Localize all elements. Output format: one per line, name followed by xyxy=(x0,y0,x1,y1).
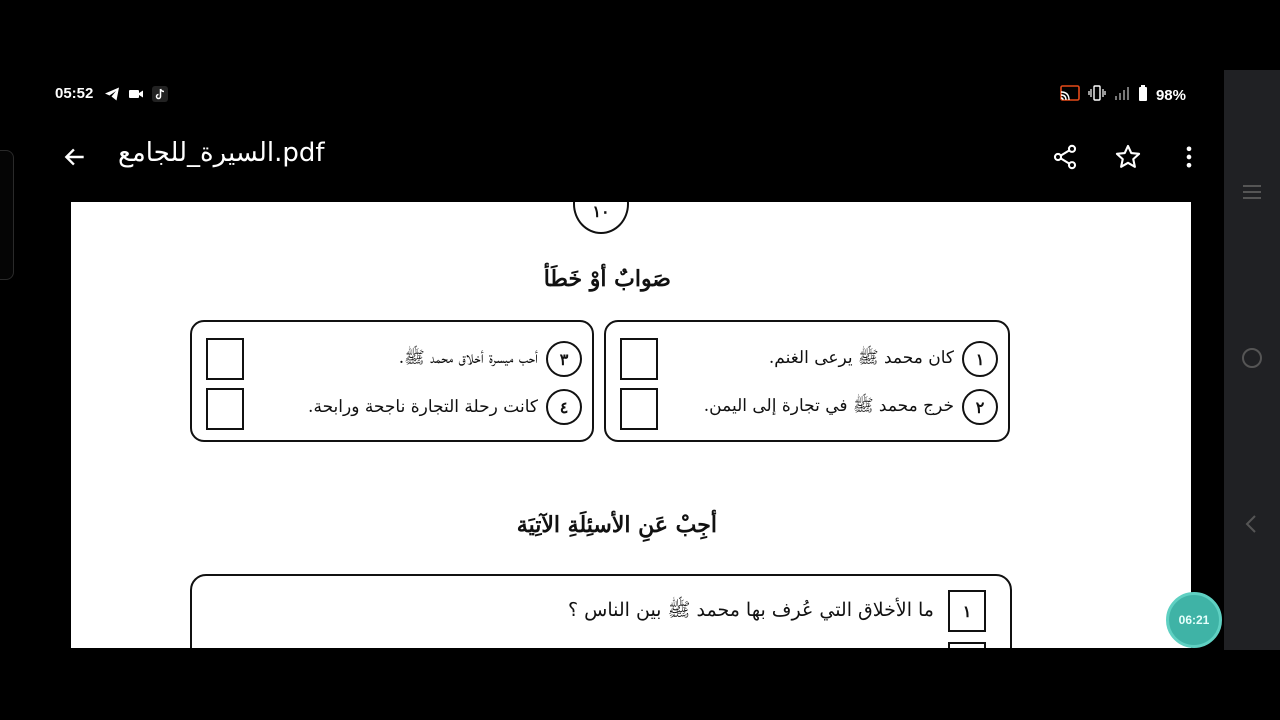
statement-item xyxy=(704,388,998,426)
answer-checkbox[interactable] xyxy=(206,388,244,430)
statement-item xyxy=(399,340,582,378)
statement-item xyxy=(769,340,998,378)
share-icon xyxy=(1051,143,1079,175)
app-toolbar xyxy=(0,130,1224,188)
item-number: ٤ xyxy=(546,389,582,425)
statement-text: كان محمد ﷺ يرعى الغنم. xyxy=(768,347,954,368)
recents-icon xyxy=(1240,180,1264,208)
answer-checkbox[interactable] xyxy=(206,338,244,380)
arrow-back-icon xyxy=(62,144,88,174)
home-icon xyxy=(1240,346,1264,374)
recents-button[interactable] xyxy=(1238,180,1266,208)
status-time: 05:52 xyxy=(55,85,94,102)
battery-level: 98% xyxy=(1155,86,1186,104)
tiktok-icon xyxy=(152,86,168,106)
notification-icons xyxy=(104,86,168,106)
cast-icon xyxy=(1060,85,1080,105)
true-false-box-right xyxy=(604,320,1010,442)
answer-checkbox[interactable] xyxy=(620,338,658,380)
signal-icon xyxy=(1114,85,1130,105)
question-number: ١ xyxy=(948,590,986,632)
more-vert-icon xyxy=(1175,143,1203,175)
statement-text: خرج محمد ﷺ في تجارة إلى اليمن. xyxy=(703,395,954,416)
star-icon xyxy=(1114,143,1142,175)
pdf-page[interactable] xyxy=(71,202,1191,648)
chevron-left-icon xyxy=(1240,512,1264,540)
telegram-icon xyxy=(104,86,120,106)
page-number: ١٠ xyxy=(592,202,610,221)
nav-back-button[interactable] xyxy=(1238,512,1266,540)
section-true-false-title: صَوابٌ أوْ خَطَأ xyxy=(543,266,671,292)
favorite-button[interactable] xyxy=(1111,142,1145,176)
document-title: السيرة_للجامع.pdf xyxy=(118,138,325,168)
vibrate-icon xyxy=(1088,85,1106,105)
more-options-button[interactable] xyxy=(1172,142,1206,176)
share-button[interactable] xyxy=(1048,142,1082,176)
item-number: ٣ xyxy=(546,341,582,377)
video-camera-icon xyxy=(128,86,144,106)
item-number: ٢ xyxy=(962,389,998,425)
true-false-box-left xyxy=(190,320,594,442)
statement-text: أحب ميسرة أخلاق محمد ﷺ. xyxy=(398,347,538,368)
system-nav-bar xyxy=(1224,70,1280,650)
edge-panel-handle[interactable] xyxy=(0,150,14,280)
page-number-circle xyxy=(573,202,629,234)
statement-item xyxy=(308,388,582,426)
back-button[interactable] xyxy=(58,142,92,176)
section-questions-title: أجِبْ عَنِ الأسئِلَةِ الآتِيَة xyxy=(516,512,717,538)
question-number-box xyxy=(948,642,986,648)
questions-box xyxy=(190,574,1012,648)
status-bar xyxy=(0,78,1224,110)
floating-timer[interactable]: 06:21 xyxy=(1166,592,1222,648)
system-status xyxy=(1060,85,1186,105)
statement-text: كانت رحلة التجارة ناجحة ورابحة. xyxy=(308,397,538,417)
battery-icon xyxy=(1138,85,1148,105)
home-button[interactable] xyxy=(1238,346,1266,374)
item-number: ١ xyxy=(962,341,998,377)
question-text: ما الأخلاق التي عُرف بها محمد ﷺ بين الناس ؟ xyxy=(568,599,934,621)
answer-checkbox[interactable] xyxy=(620,388,658,430)
